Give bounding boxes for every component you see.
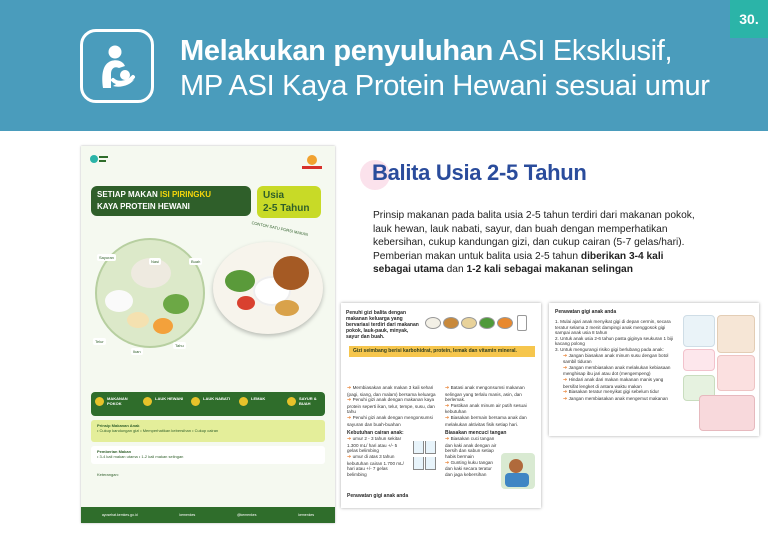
list-item: 1. Mulai ajari anak menyikat gigi di depan cermin, secara teratur selama 2 menit dampingi anak menggosok gigi sampai anak usia 8 tahun — [555, 319, 671, 336]
dental-care-card — [549, 303, 759, 436]
glass-icon — [425, 441, 436, 454]
list-item: 2. Untuk anak usia 2-6 tahun pasta giginya seukuran 1 biji kacang polong — [555, 335, 673, 347]
card1-intro: Penuhi gizi balita dengan makanan keluarga yang bervariasi terdiri dari makanan pokok, lauk-pauk, minyak, sayur dan buah. — [346, 310, 419, 340]
cuci-title: Biasakan mencuci tangan — [445, 430, 507, 437]
vegetable-food-image — [163, 294, 189, 314]
card1-balanced-nutrition-band: Gizi seimbang berisi karbohidrat, protein, lemak dan vitamin mineral. — [349, 346, 535, 357]
list-item — [347, 385, 439, 397]
legend-item: MAKANAN POKOK — [107, 396, 128, 406]
arrow-icon: ➔ — [445, 402, 451, 409]
arrow-icon: ➔ — [347, 414, 353, 421]
list-item-text: Jangan membiasakan anak melakukan kebiasaan menghisap ibu jari atau dot (mengempeng) — [563, 364, 671, 377]
child-head-icon — [509, 459, 523, 473]
child-body-icon — [505, 473, 529, 487]
arrow-icon: ➔ — [563, 395, 569, 402]
section-title: Balita Usia 2-5 Tahun — [372, 160, 587, 185]
poster-banner — [91, 186, 251, 216]
sub-list — [555, 353, 677, 403]
list-item-text: Pastikan anak minum air putih sesuai kebutuhan — [445, 402, 527, 415]
footer-link: ayosehat.kemkes.go.id — [101, 513, 138, 517]
footer-link: kemenkes — [298, 513, 315, 517]
list-item-text: Jangan biasakan anak minum susu dengan botol sambil tiduran — [563, 352, 669, 365]
list-item — [445, 415, 535, 427]
feeding-title: Pemberian Makan — [97, 449, 132, 454]
footer-link: kemenkes — [179, 513, 196, 517]
legend-item: LEMAK — [251, 396, 266, 401]
glass-icon — [413, 457, 424, 470]
toothpaste-image — [683, 349, 715, 371]
list-item-text: Untuk anak usia 2-6 tahun pasta giginya seukuran 1 biji kacang polong — [555, 335, 673, 347]
poster-footer — [81, 507, 335, 523]
header-title-line1 — [180, 35, 672, 68]
water-glasses — [413, 441, 441, 481]
legend-item: LAUK NABATI — [203, 396, 231, 401]
poster-portion-caption: CONTOH SATU PORSI MAKAN — [251, 220, 309, 237]
arrow-icon: ➔ — [563, 352, 569, 359]
vegetable-bowl-image — [479, 317, 495, 329]
poster-food-group-legend — [91, 392, 325, 416]
list-item-text: Hindari anak dari makan makanan manis yang bersifat lengket di antara waktu makan — [563, 376, 664, 389]
poster-feeding-box — [91, 446, 325, 464]
arrow-icon: ➔ — [563, 364, 569, 371]
legend-item: SAYUR & BUAH — [299, 396, 317, 406]
principles-title: Prinsip Makanan Anak — [97, 423, 140, 428]
usia-line2: 2-5 Tahun — [263, 203, 310, 214]
child-brushing-image — [717, 315, 755, 353]
food-group-icon — [287, 397, 296, 406]
mini-label: Nasi — [151, 259, 160, 264]
arrow-icon: ➔ — [445, 436, 451, 443]
sub-list-item — [563, 377, 677, 389]
header-title-line2: MP ASI Kaya Protein Hewani sesuai umur — [180, 70, 710, 102]
arrow-icon: ➔ — [347, 397, 353, 404]
fruit-bowl-image — [497, 317, 513, 329]
arrow-icon: ➔ — [563, 376, 569, 383]
para-plain: Prinsip makanan pada balita usia 2-5 tahun terdiri dari makanan pokok, lauk hewan, lauk nabati, sayur, dan buah dengan memperhatikan kebersihan, cukup kandungan gizi, dan cukup cairan (5-7 gelas/hari). Pemberian makan untuk balita usia 2-5 tahun — [373, 210, 695, 262]
food-group-icon — [95, 397, 104, 406]
fish-bowl-image — [443, 317, 459, 329]
list-item-text: Mulai ajari anak menyikat gigi di depan cermin, secara teratur selama 2 menit dampingi anak menggosok gigi sampai anak usia 8 tahun — [555, 319, 671, 336]
logo-box — [80, 29, 154, 103]
mini-label: Ikan — [133, 349, 141, 354]
poster-age-badge — [257, 186, 321, 218]
child-teeth-image — [717, 355, 755, 391]
glass-icon — [425, 457, 436, 470]
germas-logo-icon — [299, 154, 325, 170]
title-rest-part: ASI Eksklusif, — [493, 35, 673, 67]
glass-icon — [413, 441, 424, 454]
list-item-text: Biasakan cuci tangan dan kaki anak dengan air bersih dan sabun setiap habis bermain — [445, 436, 497, 459]
toothbrush-image — [683, 315, 715, 347]
para-mid: dan — [443, 264, 467, 276]
header-banner — [0, 0, 768, 131]
list-item-text: Batasi anak mengonsumsi makanan selingan yang terlalu manis, asin, dan berlemak. — [445, 385, 525, 403]
example-meal-plate — [213, 242, 323, 334]
list-item-text: Biasakan bermain bersama anak dan melakukan aktivitas fisik setiap hari. — [445, 414, 527, 427]
card1-footer-title: Perawatan gigi anak anda — [347, 493, 409, 499]
poster-legend-note: Keterangan: — [97, 472, 119, 477]
para-bold-snack: 1-2 kali sebagai makanan selingan — [466, 264, 633, 276]
list-item-text: Biasakan teratur menyikat gigi sebelum tidur — [568, 389, 659, 395]
list-item-text: umur di atas 3 tahun kebutuhan cairan 1.700 mL/ hari atau +/- 7 gelas belimbing — [347, 453, 404, 477]
teeth-closeup-image — [699, 395, 755, 431]
list-item-text: Untuk mengurangi risiko gigi berlubang pada anak: — [560, 346, 664, 352]
mini-label: Tahu — [175, 343, 184, 348]
tomato-food-image — [237, 296, 255, 310]
cairan-title: Kebutuhan cairan anak: — [347, 430, 404, 437]
list-item: 3. Untuk mengurangi risiko gigi berlubang pada anak: — [555, 346, 664, 352]
list-item — [445, 460, 499, 478]
list-item — [347, 436, 407, 454]
food-group-icon — [143, 397, 152, 406]
list-item-text: Penuhi gizi anak dengan makanan kaya protein seperti ikan, telur, tempe, susu, dan tahu — [347, 397, 435, 415]
arrow-icon: ➔ — [445, 385, 451, 391]
card2-list — [555, 319, 677, 402]
tofu-bowl-image — [461, 317, 477, 329]
food-group-icon — [191, 397, 200, 406]
footer-link: @kemenkes — [236, 513, 257, 517]
rice-bowl-image — [425, 317, 441, 329]
list-item-text: Jangan membiasakan anak mengemut makanan — [568, 395, 668, 401]
mother-breastfeeding-icon — [97, 44, 139, 90]
arrow-icon: ➔ — [445, 459, 451, 466]
rice-food-image — [105, 290, 133, 312]
arrow-icon: ➔ — [347, 453, 353, 460]
list-item — [347, 415, 439, 427]
tempe-food-image — [275, 300, 299, 316]
arrow-icon: ➔ — [445, 414, 451, 421]
principles-items: • Cukup kandungan gizi • Memperhatikan kebersihan • Cukup cairan — [97, 428, 219, 433]
isi-piringku-poster — [81, 146, 335, 523]
mini-label: Telur — [95, 339, 104, 344]
salad-food-image — [225, 270, 255, 292]
arrow-icon: ➔ — [563, 389, 569, 396]
title-bold-part: Melakukan penyuluhan — [180, 35, 494, 67]
legend-item: LAUK HEWANI — [155, 396, 184, 401]
kemenkes-logo-icon — [89, 154, 109, 168]
fruit-food-image — [153, 318, 173, 334]
sub-list-item — [563, 353, 677, 365]
list-item-text: Penuhi gizi anak dengan mengonsumsi sayuran dan buah-buahan — [347, 414, 433, 427]
food-group-icon — [239, 397, 248, 406]
sub-list-item — [563, 389, 677, 396]
mini-label: Sayuran — [99, 255, 114, 260]
list-item-text: Gunting kuku tangan dan kaki secara teratur dan jaga kebersihan — [445, 459, 493, 477]
usia-line1: Usia — [263, 190, 285, 201]
sub-list-item — [563, 396, 677, 403]
section-paragraph — [373, 209, 698, 277]
feeding-items: • 3-4 kali makan utama • 1-2 kali makan selingan — [97, 454, 184, 459]
para-bold-main: diberikan 3-4 kali sebagai utama — [373, 250, 664, 276]
tofu-food-image — [127, 312, 149, 328]
page-number-badge: 30. — [730, 0, 768, 38]
arrow-icon: ➔ — [347, 385, 353, 391]
list-item — [445, 385, 535, 403]
food-bowls-row — [425, 315, 537, 335]
list-item — [347, 454, 407, 477]
card2-title: Perawatan gigi anak anda — [555, 309, 617, 315]
sub-list-item — [563, 365, 677, 377]
banner-line2: KAYA PROTEIN HEWANI — [97, 202, 190, 211]
list-item-text: Membiasakan anak makan 3 kali sehari (pagi, siang, dan malam) bersama keluarga — [347, 385, 436, 397]
nutrition-leaflet-card — [341, 303, 541, 508]
list-item — [445, 403, 535, 415]
list-item — [347, 397, 439, 415]
banner-line1-a: SETIAP MAKAN — [97, 190, 160, 199]
handwashing-image — [501, 453, 535, 489]
milk-glass-image — [517, 315, 527, 331]
poster-principles-box — [91, 420, 325, 442]
chicken-food-image — [273, 256, 309, 290]
list-item-text: umur 2 - 3 tahun sekitar 1.300 mL/ hari atau +/- 5 gelas belimbing — [347, 436, 402, 454]
list-item — [445, 436, 499, 459]
mini-label: Buah — [191, 259, 201, 264]
arrow-icon: ➔ — [347, 436, 353, 443]
banner-line1-b: ISI PIRINGKU — [159, 190, 212, 199]
